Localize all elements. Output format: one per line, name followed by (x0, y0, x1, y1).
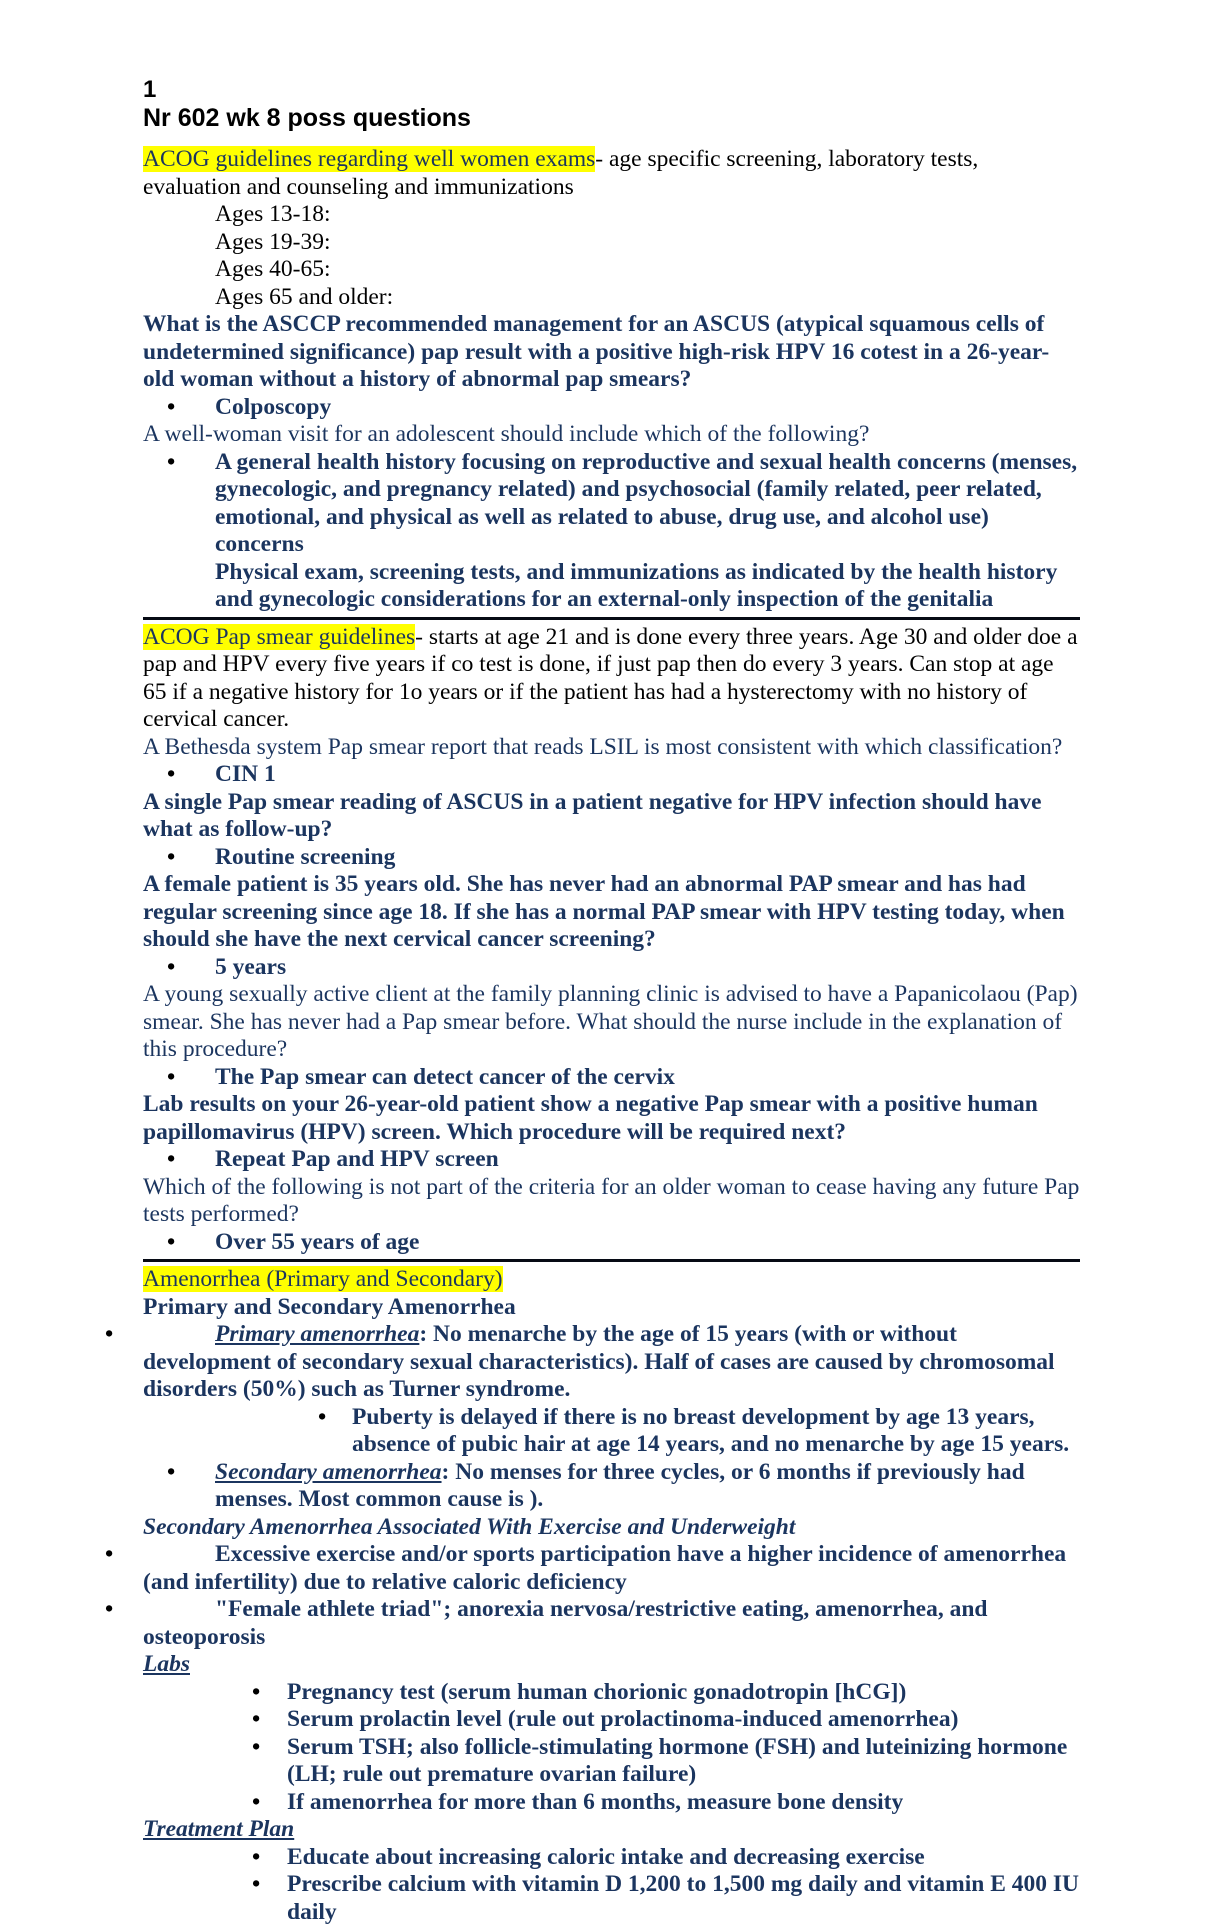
lab-text: Serum TSH; also follicle-stimulating hormone (FSH) and luteinizing hormone (LH; rule out premature ovarian failure) (287, 1733, 1068, 1787)
question-ascus-hpv-negative: A single Pap smear reading of ASCUS in a patient negative for HPV infection should have what as follow-up? (143, 788, 1042, 842)
lab-item (252, 1706, 1080, 1734)
bullet-icon: • (167, 1228, 176, 1255)
answer-text: Over 55 years of age (215, 1228, 420, 1255)
bullet-icon: • (252, 1871, 261, 1897)
treatment-text: Prescribe calcium with vitamin D 1,200 to 1,500 mg daily and vitamin E 400 IU daily (287, 1871, 1080, 1925)
age-group-line: Ages 40-65: (215, 256, 331, 282)
secondary-amenorrhea-item (167, 1458, 1080, 1514)
exercise-point-text: Excessive exercise and/or sports participation have a higher incidence of amenorrhea (and infertility) due to relative caloric deficiency (143, 1541, 1067, 1595)
bullet-icon: • (105, 1321, 114, 1347)
page-title: Nr 602 wk 8 poss questions (143, 104, 471, 132)
acog-pap-paragraph (143, 624, 1080, 734)
lab-text: Serum prolactin level (rule out prolactinoma-induced amenorrhea) (287, 1706, 959, 1732)
secondary-amenorrhea-term: Secondary amenorrhea (215, 1458, 442, 1485)
bullet-icon: • (318, 1403, 327, 1430)
primary-amenorrhea-term: Primary amenorrhea (215, 1321, 420, 1347)
highlighted-topic-acog-pap: ACOG Pap smear guidelines (143, 623, 416, 650)
answer-text: 5 years (215, 953, 287, 980)
answer-text: The Pap smear can detect cancer of the cervix (215, 1063, 675, 1090)
age-group-line: Ages 19-39: (215, 228, 331, 255)
answer-item (167, 843, 1080, 872)
question-negative-pap-positive-hpv: Lab results on your 26-year-old patient show a negative Pap smear with a positive human papillomavirus (HPV) screen. Which procedure will be required next? (143, 1091, 1038, 1145)
answer-item (167, 953, 1080, 982)
exercise-point-item (105, 1541, 1080, 1596)
bullet-icon: • (252, 1788, 261, 1815)
acog-pap-text: - starts at age 21 and is done every three years. Age 30 and older doe a pap and HPV every five years if co test is done, if just pap then do every 3 years. Can stop at age 65 if a negative history for 1o years or if the patient has had a hysterectomy with no history of cervical cancer. (143, 623, 1078, 732)
answer-text: Repeat Pap and HPV screen (215, 1146, 499, 1172)
answer-item (167, 1063, 1080, 1092)
bullet-icon: • (167, 1458, 176, 1485)
exercise-point-item (105, 1596, 1080, 1651)
bullet-icon: • (252, 1843, 261, 1870)
highlighted-topic-acog-well-women: ACOG guidelines regarding well women exams (143, 146, 596, 172)
age-group-line: Ages 13-18: (215, 201, 331, 227)
answer-item (167, 1146, 1080, 1174)
section-divider (143, 617, 1080, 620)
page-number: 1 (143, 76, 157, 103)
highlighted-topic-amenorrhea: Amenorrhea (Primary and Secondary) (143, 1266, 503, 1292)
acog-well-women-paragraph (143, 146, 1080, 201)
bullet-icon: • (167, 393, 176, 420)
primary-amenorrhea-item (105, 1321, 1080, 1404)
lab-text: Pregnancy test (serum human chorionic gonadotropin [hCG]) (287, 1678, 907, 1705)
bullet-icon: • (252, 1678, 261, 1705)
treatment-plan-heading: Treatment Plan (143, 1816, 295, 1842)
question-bethesda-lsil: A Bethesda system Pap smear report that reads LSIL is most consistent with which classification? (143, 733, 1063, 760)
question-female-35: A female patient is 35 years old. She has never had an abnormal PAP smear and has had regular screening since age 18. If she has a normal PAP smear with HPV testing today, when should she have the next cervical cancer screening? (143, 871, 1065, 952)
question-cease-pap-criteria: Which of the following is not part of the criteria for an older woman to cease having any future Pap tests performed? (143, 1173, 1080, 1227)
bullet-icon: • (167, 761, 176, 787)
puberty-delay-subitem (318, 1403, 1080, 1459)
answer-text: Routine screening (215, 843, 396, 870)
question-young-client-pap: A young sexually active client at the family planning clinic is advised to have a Papanicolaou (Pap) smear. She has never had a Pap smear before. What should the nurse include in the explanation of this procedure? (143, 981, 1078, 1062)
amenorrhea-section-heading (143, 1266, 1080, 1294)
bullet-icon: • (167, 843, 176, 870)
answer-item (167, 761, 1080, 789)
question-well-woman-adolescent: A well-woman visit for an adolescent should include which of the following? (143, 421, 870, 447)
bullet-icon: • (167, 448, 176, 475)
acog-well-women-text: - age specific screening, laboratory tests, evaluation and counseling and immunizations (143, 146, 979, 200)
lab-text: If amenorrhea for more than 6 months, measure bone density (287, 1788, 904, 1815)
primary-amenorrhea-definition: : No menarche by the age of 15 years (with or without development of secondary sexual characteristics). Half of cases are caused by chromosomal disorders (50%) such as Turner syndrome. (143, 1321, 1055, 1402)
bullet-icon: • (167, 953, 176, 980)
answer-item (167, 1228, 1080, 1257)
bullet-icon: • (105, 1541, 114, 1567)
exercise-point-text: "Female athlete triad"; anorexia nervosa/restrictive eating, amenorrhea, and osteoporosis (143, 1596, 988, 1650)
amenorrhea-subheading: Primary and Secondary Amenorrhea (143, 1293, 516, 1320)
answer-item (167, 393, 1080, 422)
answer-text: Colposcopy (215, 393, 332, 420)
bullet-icon: • (167, 1063, 176, 1090)
labs-heading: Labs (143, 1651, 190, 1677)
bullet-icon: • (252, 1733, 261, 1760)
section-divider (143, 1259, 1080, 1262)
exercise-underweight-heading: Secondary Amenorrhea Associated With Exercise and Underweight (143, 1513, 796, 1540)
bullet-icon: • (105, 1596, 114, 1622)
age-group-line: Ages 65 and older: (215, 283, 394, 310)
answer-item (167, 448, 1080, 559)
puberty-delay-text: Puberty is delayed if there is no breast development by age 13 years, absence of pubic hair at age 14 years, and no menarche by age 15 years. (352, 1403, 1070, 1457)
lab-item (252, 1678, 1080, 1707)
lab-item (252, 1733, 1080, 1789)
treatment-item (252, 1843, 1080, 1872)
answer-text: CIN 1 (215, 761, 276, 787)
bullet-icon: • (167, 1146, 176, 1172)
bullet-icon: • (252, 1706, 261, 1732)
question-ascus-management: What is the ASCCP recommended management for an ASCUS (atypical squamous cells of undetermined significance) pap result with a positive high-risk HPV 16 cotest in a 26-year-old woman without a history of abnormal pap smears? (143, 311, 1050, 392)
answer-continuation: Physical exam, screening tests, and immunizations as indicated by the health history and gynecologic considerations for an external-only inspection of the genitalia (215, 558, 1058, 612)
treatment-text: Educate about increasing caloric intake and decreasing exercise (287, 1843, 925, 1870)
lab-item (252, 1788, 1080, 1817)
treatment-item (252, 1871, 1080, 1926)
answer-text: A general health history focusing on reproductive and sexual health concerns (menses, gynecologic, and pregnancy related) and psychosocial (family related, peer related, emotional, and physical as well as related to abuse, drug use, and alcohol use) concerns (215, 448, 1078, 557)
secondary-amenorrhea-definition: : No menses for three cycles, or 6 months if previously had menses. Most common cause is ). (215, 1458, 1025, 1512)
